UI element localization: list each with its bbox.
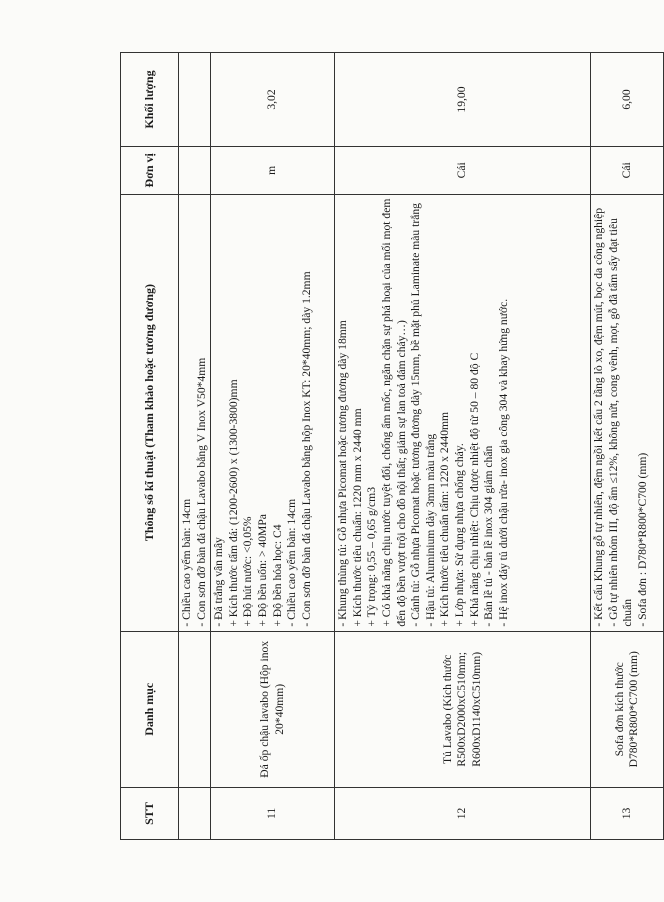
spec-line: - Khung thùng tủ: Gỗ nhựa Picomat hoặc tương đương dày 18mm xyxy=(336,320,350,627)
cell-unit: Cái xyxy=(591,147,664,195)
spec-line: + Tỷ trọng: 0,55 – 0,65 g/cm3 xyxy=(365,487,379,627)
spec-line: + Có khả năng chịu nước tuyệt đối, chống ẩm mốc, ngăn chặn sự phá hoại của mối mọt đem đến độ bền vượt trội cho đồ nội thất; giảm sự lan toả đám cháy…) xyxy=(379,198,408,627)
spec-line: - Hệ inox đáy tủ dưới chậu rửa- inox gia công 304 và khay hứng nước. xyxy=(496,298,510,627)
spec-line: - Hậu tủ: Aluminium dày 3mm màu trắng xyxy=(423,433,437,627)
cell-qty: 6,00 xyxy=(591,53,664,147)
cell-spec xyxy=(335,194,591,631)
spec-table xyxy=(120,52,664,840)
spec-line: - Bản lề tủ - bản lề inox 304 giảm chấn xyxy=(482,445,496,627)
spec-line: - Chiều cao yếm bàn: 14cm xyxy=(285,498,299,627)
spec-line: - Chiều cao yếm bàn: 14cm xyxy=(180,498,193,627)
spec-line: + Kích thước tiêu chuẩn tấm: 1220 x 2440mm xyxy=(438,411,452,627)
table-row xyxy=(211,53,335,840)
cell-stt: 12 xyxy=(335,787,591,839)
cell-stt: 13 xyxy=(591,787,664,839)
header-unit: Đơn vị xyxy=(121,147,179,195)
spec-line: + Khả năng chịu nhiệt: Chịu được nhiệt độ từ 50 – 80 độ C xyxy=(467,352,481,627)
cell-unit: Cái xyxy=(335,147,591,195)
cell-qty: 19,00 xyxy=(335,53,591,147)
spec-line: - Con sơn đỡ bàn đá chậu Lavabo bằng V Inox V50*4mm xyxy=(194,357,208,627)
spec-line: + Lớp nhựa: Sử dụng nhựa chống cháy. xyxy=(452,443,466,627)
spec-line: - Đá trắng vân mây xyxy=(212,537,226,627)
spec-line: + Kích thước tiêu chuẩn: 1220 mm x 2440 mm xyxy=(350,408,364,627)
header-row xyxy=(121,53,179,840)
cell-spec xyxy=(179,194,211,631)
spec-line: + Kích thước tấm đá: (1200-2600) x (1300-3800)mm xyxy=(226,379,240,627)
cell-qty xyxy=(179,53,211,147)
spec-line: + Độ bền hóa học: C4 xyxy=(270,524,284,627)
cell-spec xyxy=(211,194,335,631)
header-stt: STT xyxy=(121,787,179,839)
cell-unit: m xyxy=(211,147,335,195)
spec-line: - Kết cấu Khung gỗ tự nhiên, đệm ngồi kết cấu 2 tầng lò xo, đệm mút, bọc da công nghiệp xyxy=(592,207,606,627)
spec-line: - Gỗ tự nhiên nhóm III, độ ẩm ≤12%, không nứt, cong vênh, mọt, gỗ đã tẩm sấy đạt tiêu chuẩn xyxy=(606,218,635,627)
header-name: Danh mục xyxy=(121,631,179,787)
spec-line: - Cánh tủ: Gỗ nhựa Picomat hoặc tương đương dày 15mm, bề mặt phủ Laminate màu trắng xyxy=(409,203,423,627)
spec-line: + Độ bền uốn: > 40MPa xyxy=(255,514,269,627)
cell-spec xyxy=(591,194,664,631)
cell-name: Đá ốp chậu lavabo (Hộp inox 20*40mm) xyxy=(211,631,335,787)
spec-line: - Sofa đơn : D780*R800*C700 (mm) xyxy=(635,452,649,627)
cell-qty: 3,02 xyxy=(211,53,335,147)
table-row xyxy=(179,53,211,840)
table-row xyxy=(591,53,664,840)
cell-stt xyxy=(179,787,211,839)
cell-stt: 11 xyxy=(211,787,335,839)
header-qty: Khối lượng xyxy=(121,53,179,147)
cell-name: Tủ Lavabo (Kích thước R500xD2000xC510mm; R600xD1140xC510mm) xyxy=(335,631,591,787)
rotated-page xyxy=(120,52,649,840)
spec-line: - Con sơn đỡ bàn đá chậu Lavabo bằng hộp Inox KT: 20*40mm; dày 1.2mm xyxy=(299,271,313,627)
spec-line: + Độ hút nước: <0,05% xyxy=(241,516,255,627)
header-spec: Thông số kĩ thuật (Tham khảo hoặc tương đương) xyxy=(121,194,179,631)
cell-name xyxy=(179,631,211,787)
cell-name: Sofa đơn kích thước D780*R800*C700 (mm) xyxy=(591,631,664,787)
cell-unit xyxy=(179,147,211,195)
table-row xyxy=(335,53,591,840)
